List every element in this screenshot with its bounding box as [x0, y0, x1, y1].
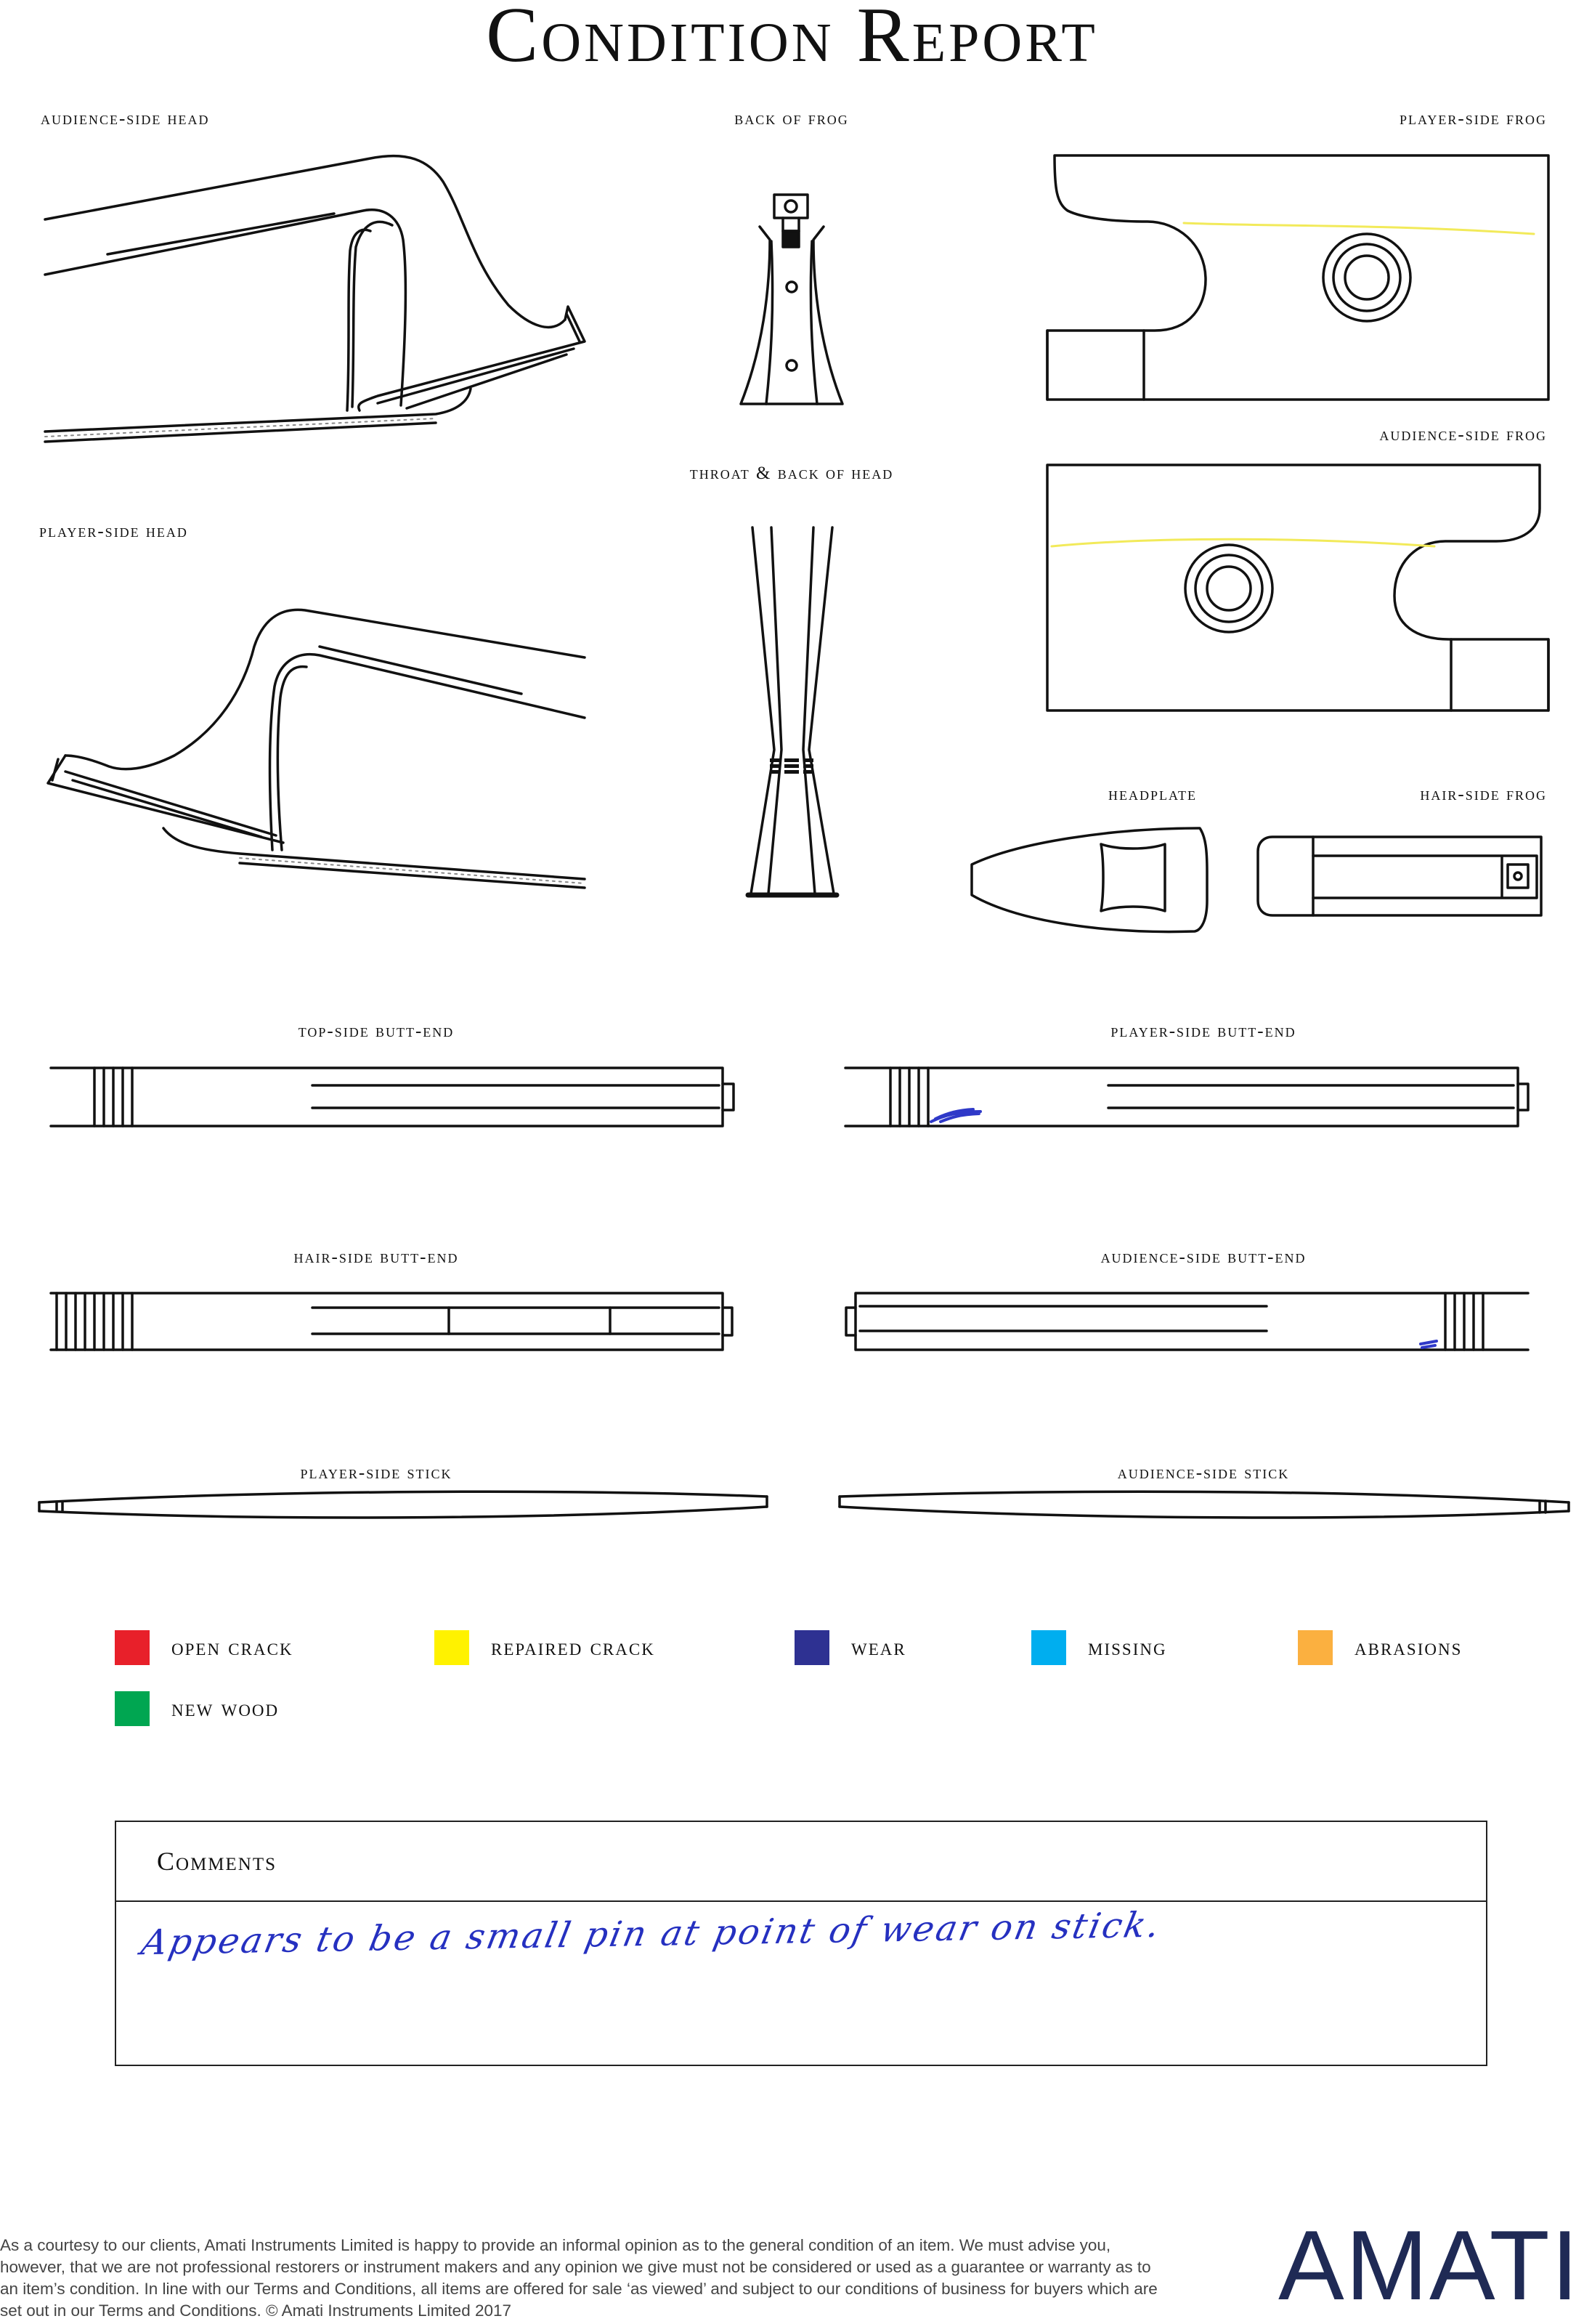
throat-back-of-head-drawing	[748, 527, 837, 895]
label-audience-side-stick: audience-side stick	[1117, 1463, 1290, 1483]
audience-side-stick-drawing	[840, 1491, 1569, 1518]
headplate-drawing	[972, 828, 1207, 932]
audience-side-frog-drawing	[1047, 465, 1548, 710]
label-player-side-head: player-side head	[39, 522, 188, 541]
legend-label: repaired crack	[491, 1634, 655, 1661]
legend-label: missing	[1088, 1634, 1167, 1661]
player-side-butt-end-drawing	[845, 1068, 1528, 1126]
label-audience-side-head: audience-side head	[41, 109, 210, 129]
legend-open-crack	[115, 1630, 293, 1665]
hair-side-butt-end-drawing	[51, 1293, 732, 1350]
label-player-side-stick: player-side stick	[300, 1463, 452, 1483]
legend-label: wear	[851, 1634, 906, 1661]
label-back-of-frog: back of frog	[734, 109, 849, 129]
label-player-side-butt-end: player-side butt-end	[1110, 1021, 1296, 1041]
legend-swatch	[795, 1630, 829, 1665]
legend-swatch	[115, 1630, 150, 1665]
player-side-stick-drawing	[39, 1491, 767, 1518]
legend-swatch	[115, 1691, 150, 1726]
label-hair-side-frog: hair-side frog	[1420, 785, 1547, 804]
legend-label: open crack	[171, 1634, 293, 1661]
label-throat-back-of-head: throat & back of head	[689, 463, 894, 483]
legend-swatch	[434, 1630, 469, 1665]
player-side-frog-drawing	[1047, 155, 1548, 400]
comments-box	[115, 1821, 1487, 2066]
comments-text: Appears to be a small pin at point of wear on stick.	[138, 1904, 1166, 1964]
legend-new-wood	[115, 1691, 279, 1726]
comments-heading: Comments	[116, 1822, 1486, 1902]
legend-swatch	[1298, 1630, 1333, 1665]
legend-label: abrasions	[1354, 1634, 1463, 1661]
page-title: Condition Report	[486, 0, 1098, 78]
label-hair-side-butt-end: hair-side butt-end	[293, 1247, 459, 1267]
hair-side-frog-drawing	[1258, 837, 1541, 915]
disclaimer-text: As a courtesy to our clients, Amati Instruments Limited is happy to provide an informal opinion as to the general condition of an item. We must advise you, however, that we are not professional restorers or instrument makers and any opinion we give must not be considered or used as a guarantee or warranty as to an item’s condition. In line with our Terms and Conditions, all items are offered for sale ‘as viewed’ and subject to our conditions of business for buyers which are set out in our Terms and Conditions. © Amati Instruments Limited 2017	[0, 2236, 1158, 2320]
back-of-frog-drawing	[741, 195, 842, 404]
label-player-side-frog: player-side frog	[1400, 109, 1547, 129]
amati-logo: AMATI	[1278, 2210, 1580, 2320]
label-audience-side-frog: audience-side frog	[1379, 425, 1547, 445]
legend-abrasions	[1298, 1630, 1462, 1665]
legend-swatch	[1031, 1630, 1066, 1665]
audience-side-butt-end-drawing	[846, 1293, 1528, 1350]
legend-missing	[1031, 1630, 1167, 1665]
player-side-head-drawing	[48, 610, 585, 888]
legend-label: new wood	[171, 1695, 280, 1722]
legend-repaired-crack	[434, 1630, 655, 1665]
top-side-butt-end-drawing	[51, 1068, 734, 1126]
legend-wear	[795, 1630, 906, 1665]
audience-side-head-drawing	[45, 156, 585, 442]
label-audience-side-butt-end: audience-side butt-end	[1100, 1247, 1307, 1267]
label-headplate: headplate	[1108, 785, 1197, 804]
label-top-side-butt-end: top-side butt-end	[298, 1021, 455, 1041]
